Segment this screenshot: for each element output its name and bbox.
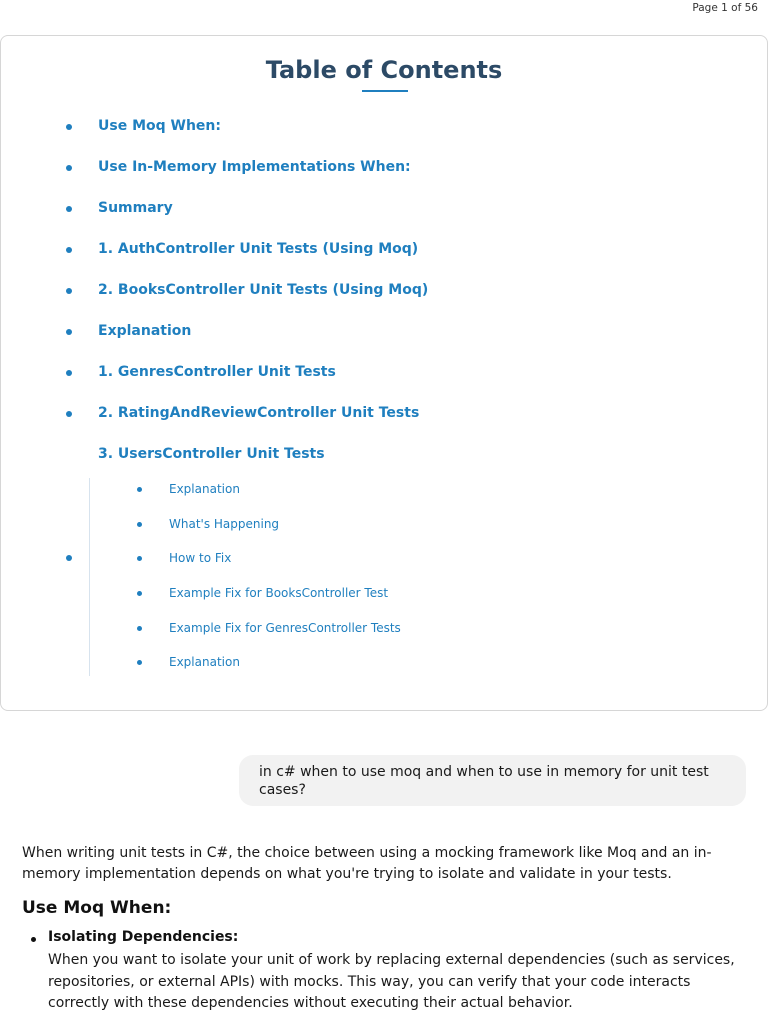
- toc-title-underline: [362, 90, 408, 92]
- toc-item-explanation[interactable]: Explanation: [98, 323, 192, 339]
- bullet-icon: [137, 626, 142, 631]
- page-indicator: Page 1 of 56: [692, 2, 758, 14]
- bullet-icon: [137, 522, 142, 527]
- bullet-icon: [137, 487, 142, 492]
- toc-item-summary[interactable]: Summary: [98, 200, 173, 216]
- toc-item-use-in-memory[interactable]: Use In-Memory Implementations When:: [98, 159, 411, 175]
- bullet-icon: [66, 555, 72, 561]
- toc-subitem-explanation-2[interactable]: Explanation: [169, 655, 240, 669]
- toc-item-userscontroller[interactable]: 3. UsersController Unit Tests: [98, 446, 325, 462]
- bullet-icon: [137, 660, 142, 665]
- bullet-icon: [137, 591, 142, 596]
- bullet-icon: [66, 206, 72, 212]
- user-message-bubble: in c# when to use moq and when to use in memory for unit test cases?: [239, 755, 746, 806]
- section-heading: Use Moq When:: [22, 898, 172, 918]
- list-item-body: When you want to isolate your unit of work by replacing external dependencies (such as services, repositories, or external APIs) with mocks. This way, you can verify that your code interacts correctly with these dependencies without executing their actual behavior.: [48, 952, 735, 1011]
- bullet-icon: [137, 556, 142, 561]
- bullet-icon: [66, 329, 72, 335]
- subsection-rule: [89, 478, 90, 676]
- toc-subitem-explanation[interactable]: Explanation: [169, 482, 240, 496]
- toc-item-bookscontroller[interactable]: 2. BooksController Unit Tests (Using Moq): [98, 282, 429, 298]
- bullet-icon: [66, 288, 72, 294]
- toc-item-use-moq[interactable]: Use Moq When:: [98, 118, 221, 134]
- toc-item-ratingandreviewcontroller[interactable]: 2. RatingAndReviewController Unit Tests: [98, 405, 420, 421]
- toc-title: Table of Contents: [265, 56, 503, 84]
- bullet-icon: [66, 370, 72, 376]
- bullet-icon: [66, 411, 72, 417]
- toc-subitem-example-fix-genres[interactable]: Example Fix for GenresController Tests: [169, 621, 401, 635]
- toc-item-authcontroller[interactable]: 1. AuthController Unit Tests (Using Moq): [98, 241, 419, 257]
- bullet-icon: [66, 247, 72, 253]
- answer-intro: When writing unit tests in C#, the choice between using a mocking framework like Moq and an in-memory implementation depends on what you're trying to isolate and validate in your tests.: [22, 845, 712, 882]
- list-item-title: Isolating Dependencies:: [48, 929, 239, 945]
- toc-subitem-how-to-fix[interactable]: How to Fix: [169, 551, 232, 565]
- table-of-contents: [0, 35, 768, 711]
- bullet-icon: [66, 124, 72, 130]
- bullet-icon: [66, 165, 72, 171]
- toc-subitem-example-fix-books[interactable]: Example Fix for BooksController Test: [169, 586, 389, 600]
- bullet-icon: [31, 937, 36, 942]
- toc-item-genrescontroller[interactable]: 1. GenresController Unit Tests: [98, 364, 336, 380]
- toc-subitem-whats-happening[interactable]: What's Happening: [169, 517, 280, 531]
